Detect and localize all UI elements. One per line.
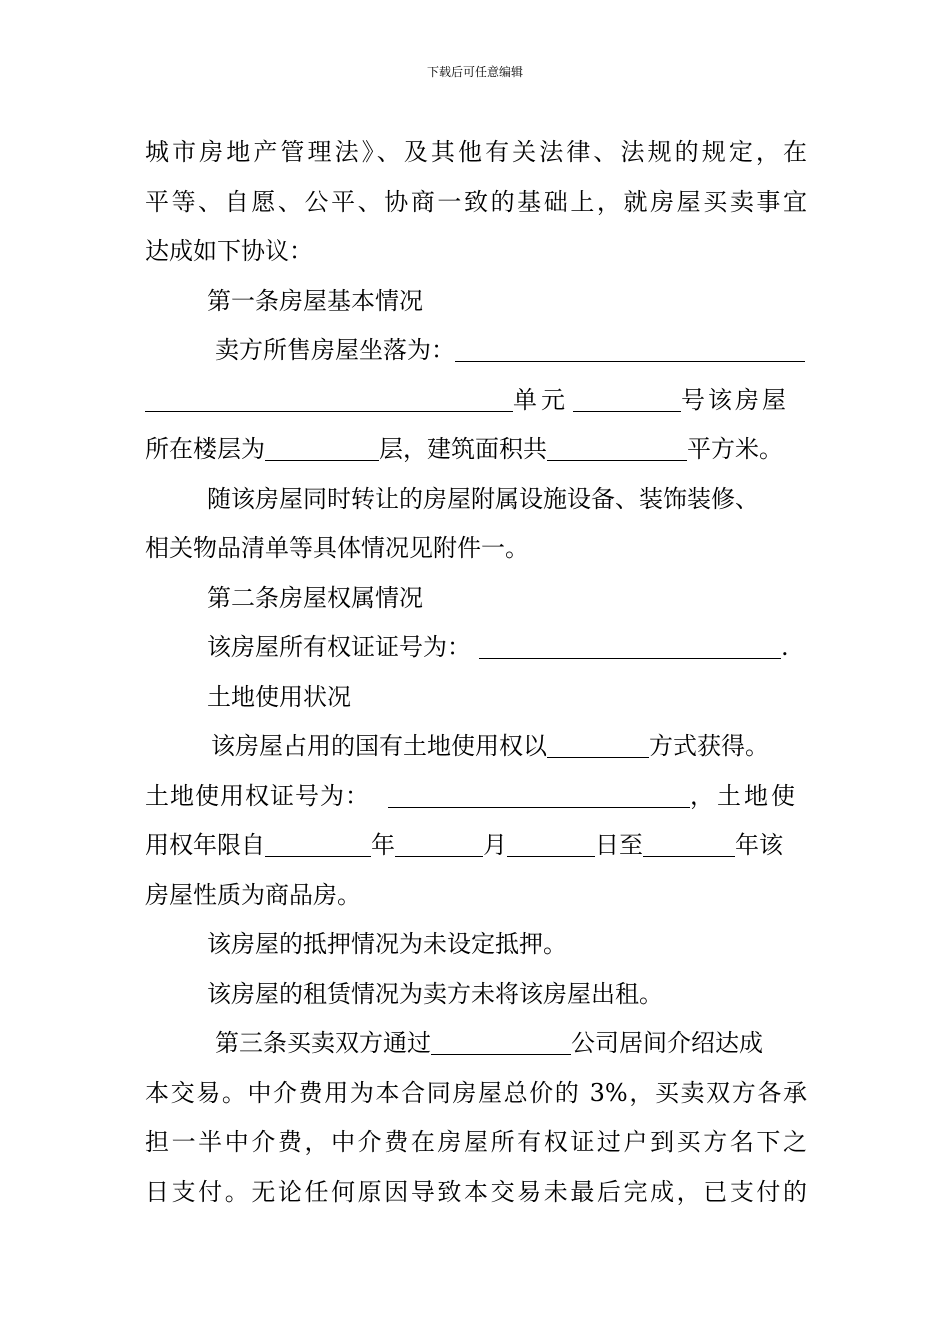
- floor-area-line: [145, 425, 807, 475]
- document-body: [145, 128, 807, 1217]
- start-day-blank[interactable]: [507, 828, 595, 857]
- end-year-label: 年该: [735, 831, 783, 859]
- certificate-line: [145, 623, 807, 673]
- article-3-line: [145, 1019, 807, 1069]
- end-year-blank[interactable]: [643, 828, 735, 857]
- article-3-suffix: 公司居间介绍达成: [571, 1029, 763, 1057]
- text-line-22: 日支付。无论任何原因导致本交易未最后完成，已支付的: [145, 1177, 807, 1206]
- land-use-heading: 土地使用状况: [207, 682, 351, 711]
- text-line-20: 本交易。中介费用为本合同房屋总价的 3%，买卖双方各承: [145, 1078, 807, 1107]
- unit-label: 单元: [513, 385, 569, 414]
- land-acquisition-line: [145, 722, 807, 772]
- term-from-label: 用权年限自: [145, 831, 265, 859]
- certificate-period: .: [781, 633, 789, 661]
- page-header: 下载后可任意编辑: [426, 65, 523, 79]
- text-line-16: 房屋性质为商品房。: [145, 880, 361, 909]
- address-blank[interactable]: [145, 383, 513, 412]
- area-label: 层，建筑面积共: [379, 435, 547, 463]
- land-certificate-blank[interactable]: [388, 779, 690, 808]
- certificate-blank[interactable]: [479, 630, 781, 659]
- area-blank[interactable]: [547, 432, 687, 461]
- unit-number-blank[interactable]: [573, 383, 681, 412]
- land-certificate-line: [145, 772, 807, 822]
- location-blank[interactable]: [455, 333, 805, 362]
- land-certificate-label: 土地使用权证号为：: [145, 781, 370, 810]
- text-line-21: 担一半中介费，中介费在房屋所有权证过户到买方名下之: [145, 1128, 807, 1156]
- house-number-label: 号该房屋: [681, 385, 789, 414]
- area-unit-label: 平方米。: [687, 435, 783, 463]
- start-month-blank[interactable]: [395, 828, 483, 857]
- unit-line: [145, 376, 807, 426]
- text-line-2: 平等、自愿、公平、协商一致的基础上，就房屋买卖事宜: [145, 187, 807, 216]
- article-1-heading: 第一条房屋基本情况: [207, 286, 423, 315]
- article-2-heading: 第二条房屋权属情况: [207, 583, 423, 612]
- floor-label: 所在楼层为: [145, 435, 265, 463]
- month-label: 月: [483, 831, 507, 859]
- text-line-8: 随该房屋同时转让的房屋附属设施设备、装饰装修、: [207, 484, 759, 513]
- year-label: 年: [371, 831, 395, 859]
- start-year-blank[interactable]: [265, 828, 371, 857]
- acquisition-suffix: 方式获得。: [649, 732, 769, 760]
- text-line-18: 该房屋的租赁情况为卖方未将该房屋出租。: [207, 979, 663, 1008]
- text-line-1: 城市房地产管理法》、及其他有关法律、法规的规定，在: [145, 138, 807, 166]
- text-line-17: 该房屋的抵押情况为未设定抵押。: [207, 930, 567, 958]
- floor-blank[interactable]: [265, 432, 379, 461]
- text-line-9: 相关物品清单等具体情况见附件一。: [145, 534, 529, 562]
- company-blank[interactable]: [431, 1026, 571, 1055]
- acquisition-method-blank[interactable]: [547, 729, 649, 758]
- location-label: 卖方所售房屋坐落为：: [215, 336, 455, 364]
- location-line: [145, 326, 807, 376]
- article-3-label: 第三条买卖双方通过: [215, 1029, 431, 1057]
- land-acquisition-label: 该房屋占用的国有土地使用权以: [211, 732, 547, 760]
- certificate-label: 该房屋所有权证证号为：: [207, 633, 471, 661]
- land-term-line: [145, 821, 807, 871]
- text-line-3: 达成如下协议：: [145, 237, 313, 265]
- day-to-label: 日至: [595, 831, 643, 859]
- land-certificate-suffix: ，土地使: [690, 781, 798, 810]
